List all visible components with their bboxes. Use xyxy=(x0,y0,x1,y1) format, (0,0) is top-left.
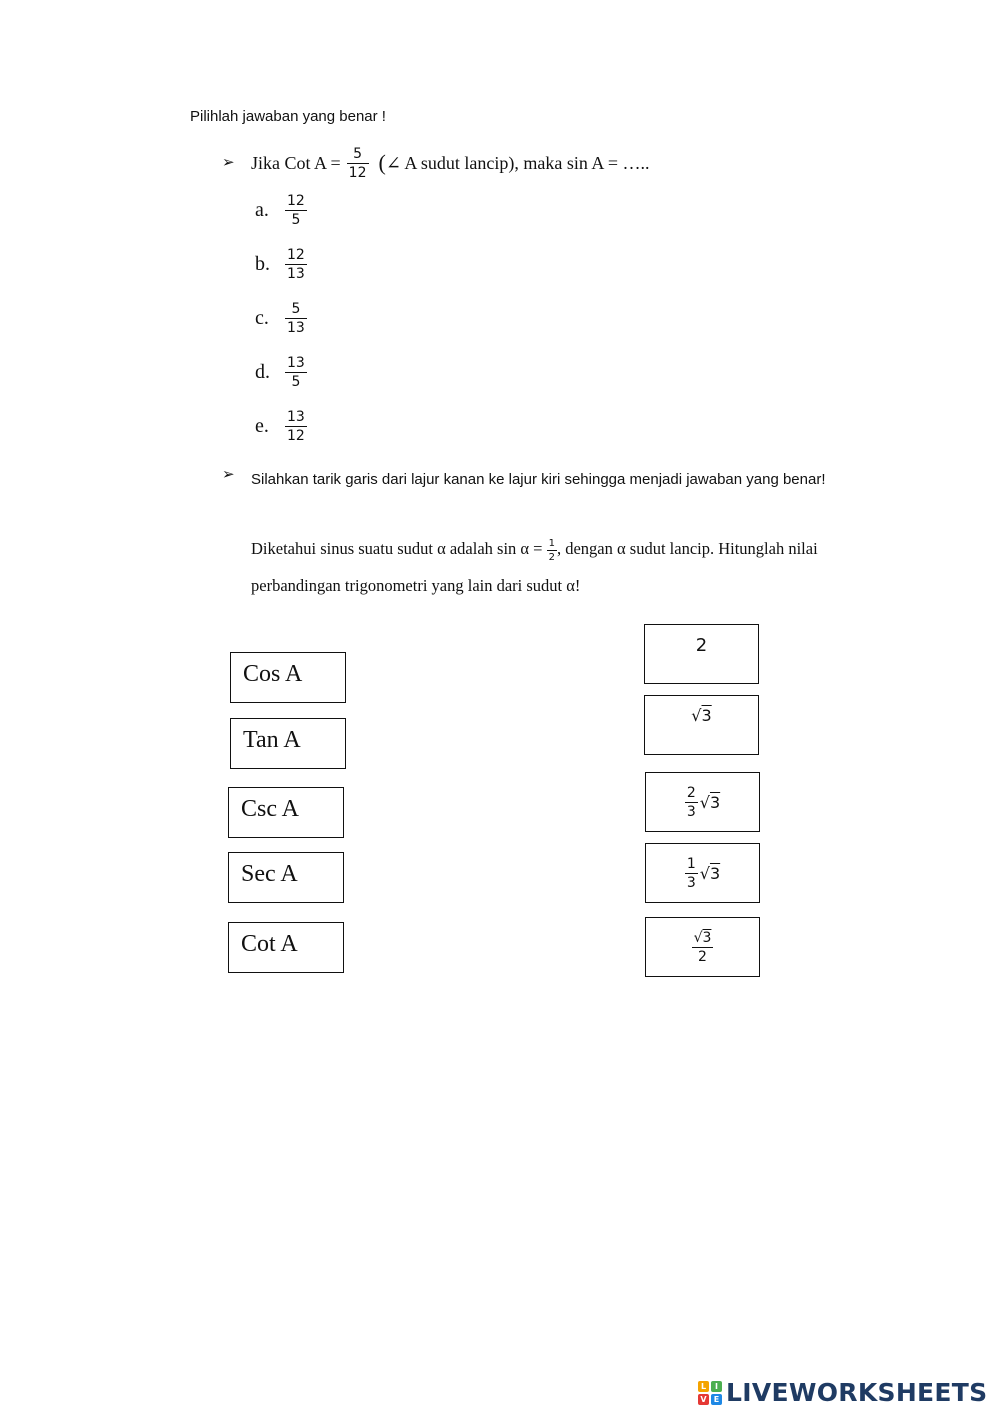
option-letter: e. xyxy=(255,415,269,437)
answer-fraction xyxy=(692,930,714,965)
fraction-numerator: 12 xyxy=(287,193,305,209)
sqrt-symbol: √ xyxy=(699,863,710,883)
fraction-numerator: 13 xyxy=(287,409,305,425)
fraction-denominator: 12 xyxy=(348,164,367,181)
fraction-bar xyxy=(547,550,557,551)
fraction-bar xyxy=(285,372,307,373)
question-1-paren: ( xyxy=(378,150,386,175)
sqrt-symbol: √ xyxy=(699,792,710,812)
instruction-text: Pilihlah jawaban yang benar ! xyxy=(190,108,386,125)
option-d[interactable] xyxy=(255,355,307,390)
fraction-numerator: 1 xyxy=(686,855,696,872)
fraction-denominator: 5 xyxy=(291,374,301,390)
bullet-arrow-icon: ➢ xyxy=(222,153,235,171)
fraction-bar xyxy=(285,210,307,211)
logo-tile: V xyxy=(698,1394,709,1405)
option-fraction xyxy=(285,193,307,228)
fraction-denominator: 12 xyxy=(287,428,305,444)
option-letter: b. xyxy=(255,253,270,275)
answer-value: 2 xyxy=(695,635,708,656)
match-left-cot[interactable]: Cot A xyxy=(228,922,344,973)
option-b[interactable] xyxy=(255,247,307,282)
sqrt-symbol: √ xyxy=(691,706,702,725)
fraction-bar xyxy=(285,426,307,427)
match-right-sqrt3[interactable] xyxy=(644,695,759,755)
fraction-numerator: 2 xyxy=(686,784,696,801)
sqrt-symbol: √ xyxy=(693,929,703,946)
bullet-arrow-icon: ➢ xyxy=(222,465,235,483)
option-e[interactable] xyxy=(255,409,307,444)
logo-grid-icon xyxy=(698,1381,722,1405)
match-right-two-thirds-sqrt3[interactable] xyxy=(645,772,760,832)
fraction-bar xyxy=(685,802,698,803)
question-1-suffix: ∠ A sudut lancip), maka sin A = ….. xyxy=(385,153,650,173)
logo-tile: I xyxy=(711,1381,722,1392)
option-c[interactable] xyxy=(255,301,307,336)
question-1-fraction xyxy=(347,146,369,181)
question-2-given xyxy=(251,530,871,604)
fraction-numerator: 13 xyxy=(287,355,305,371)
option-fraction xyxy=(285,409,307,444)
sqrt-radicand: 3 xyxy=(701,706,712,725)
sqrt-radicand: 3 xyxy=(702,929,712,946)
logo-tile: L xyxy=(698,1381,709,1392)
question-2-instruction: Silahkan tarik garis dari lajur kanan ke lajur kiri sehingga menjadi jawaban yang benar! xyxy=(251,471,826,488)
option-fraction xyxy=(285,301,307,336)
fraction-denominator: 2 xyxy=(548,551,555,563)
sqrt-expression xyxy=(700,864,720,883)
fraction-denominator: 2 xyxy=(698,948,707,965)
fraction-numerator: 1 xyxy=(548,537,555,549)
fraction-denominator: 3 xyxy=(686,874,696,891)
match-right-2[interactable] xyxy=(644,624,759,684)
given-fraction xyxy=(547,538,557,563)
sqrt-radicand: 3 xyxy=(709,792,721,812)
option-fraction xyxy=(285,247,307,282)
sqrt-radicand: 3 xyxy=(709,863,721,883)
fraction-denominator: 5 xyxy=(291,212,301,228)
fraction-denominator: 13 xyxy=(287,266,305,282)
sqrt-expression xyxy=(691,706,711,725)
question-1 xyxy=(251,145,650,181)
answer-fraction xyxy=(685,856,698,891)
fraction-bar xyxy=(285,264,307,265)
fraction-bar xyxy=(347,163,369,164)
match-left-csc[interactable]: Csc A xyxy=(228,787,344,838)
match-left-cos[interactable]: Cos A xyxy=(230,652,346,703)
given-suffix: , dengan α sudut lancip. Hitunglah nilai perbandingan trigonometri yang lain dari sudut α! xyxy=(251,539,818,595)
fraction-bar xyxy=(285,318,307,319)
fraction-numerator: 5 xyxy=(291,301,301,317)
fraction-numerator xyxy=(692,930,714,946)
fraction-bar xyxy=(685,873,698,874)
answer-fraction xyxy=(685,785,698,820)
fraction-denominator: 13 xyxy=(287,320,305,336)
given-prefix: Diketahui sinus suatu sudut α adalah sin α = xyxy=(251,539,543,558)
match-right-one-third-sqrt3[interactable] xyxy=(645,843,760,903)
fraction-bar xyxy=(692,947,714,948)
match-left-tan[interactable]: Tan A xyxy=(230,718,346,769)
option-fraction xyxy=(285,355,307,390)
logo-brand-text: LIVEWORKSHEETS xyxy=(726,1378,988,1407)
match-right-sqrt3-over-2[interactable] xyxy=(645,917,760,977)
fraction-numerator: 5 xyxy=(353,145,363,162)
logo-tile: E xyxy=(711,1394,722,1405)
sqrt-expression xyxy=(700,793,720,812)
option-letter: d. xyxy=(255,361,270,383)
match-left-sec[interactable]: Sec A xyxy=(228,852,344,903)
liveworksheets-logo xyxy=(698,1378,987,1407)
question-1-prefix: Jika Cot A = xyxy=(251,153,341,173)
option-a[interactable] xyxy=(255,193,307,228)
fraction-denominator: 3 xyxy=(686,803,696,820)
fraction-numerator: 12 xyxy=(287,247,305,263)
option-letter: c. xyxy=(255,307,269,329)
option-letter: a. xyxy=(255,199,269,221)
